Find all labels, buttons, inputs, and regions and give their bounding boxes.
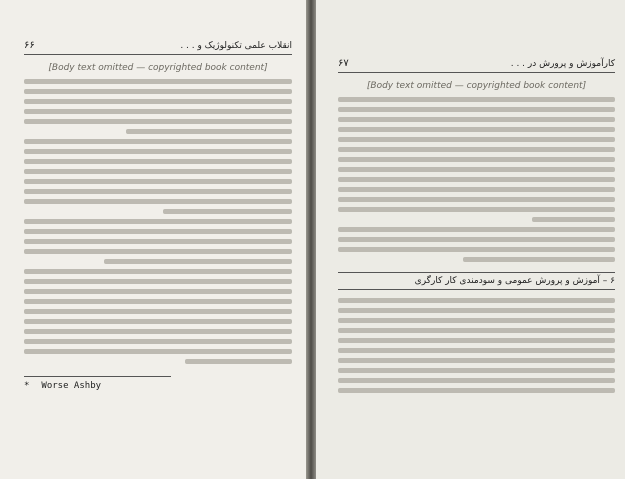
left-footnote	[24, 381, 292, 391]
right-page-number: ۶۷	[338, 58, 349, 69]
right-running-head	[338, 58, 615, 73]
left-page	[0, 0, 306, 479]
book-gutter	[306, 0, 316, 479]
footnote-marker: *	[24, 381, 30, 391]
left-running-head-title: انقلاب علمی تکنولوژیک و . . .	[180, 40, 292, 51]
left-body-placeholder	[24, 79, 292, 364]
right-page	[316, 0, 625, 479]
right-running-head-title: کارآموزش و پرورش در . . .	[510, 58, 615, 69]
right-body-placeholder-top	[338, 97, 615, 262]
footnote-text: Worse Ashby	[41, 381, 102, 391]
right-body-placeholder-bottom	[338, 298, 615, 393]
left-body-notice: [Body text omitted — copyrighted book content]	[48, 63, 268, 73]
footnote-divider	[24, 376, 171, 377]
right-body-notice: [Body text omitted — copyrighted book content]	[366, 81, 587, 91]
section-title: ۶ – آموزش و پرورش عمومی و سودمندی کار کارگری	[338, 272, 615, 290]
left-page-number: ۶۶	[24, 40, 35, 51]
left-running-head	[24, 40, 292, 55]
